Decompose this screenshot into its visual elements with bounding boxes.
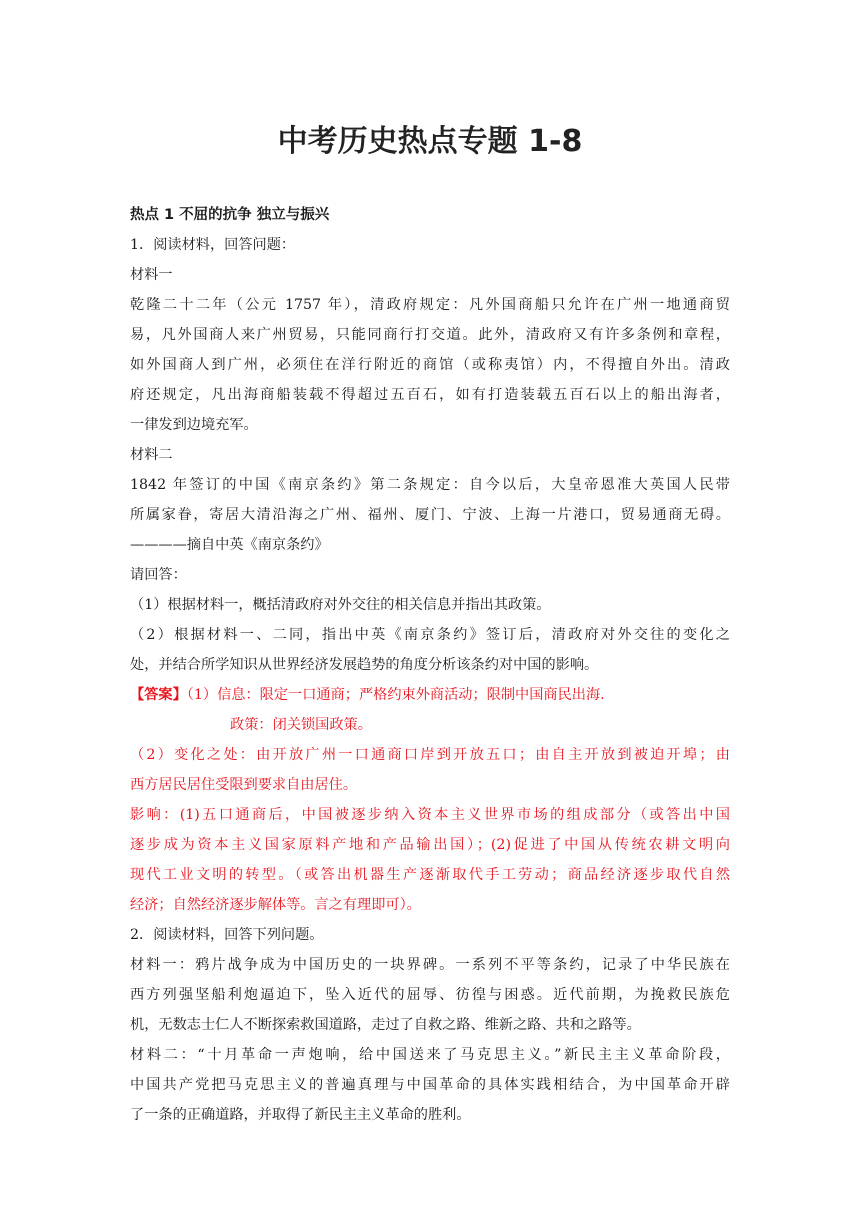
answer-line: 政策：闭关锁国政策。 [230,717,372,733]
material-line: 了一条的正确道路，并取得了新民主主义革命的胜利。 [130,1107,471,1123]
page-title: 中考历史热点专题 1-8 [277,124,583,159]
answer-line: 西方居民居住受限到要求自由居住。 [130,777,358,793]
answer-line [130,680,730,710]
material-line: 一律发到边境充军。 [130,417,258,433]
material-line: 府还规定，凡出海商船装载不得超过五百石，如有打造装载五百石以上的船出海者， [130,387,730,403]
sub-question: （1）根据材料一，概括清政府对外交往的相关信息并指出其政策。 [130,597,551,613]
answer-line: 逐步成为资本主义国家原料产地和产品输出国）；(2)促进了中国从传统农耕文明向 [130,837,730,853]
answer-line: （2）变化之处：由开放广州一口通商口岸到开放五口；由自主开放到被迫开埠；由 [130,747,730,763]
material-line: 西方列强坚船利炮逼迫下，坠入近代的屈辱、彷徨与困惑。近代前期，为挽救民族危 [130,987,730,1003]
material-line: 所属家眷，寄居大清沿海之广州、福州、厦门、宁波、上海一片港口，贸易通商无碍。 [130,507,730,523]
material-line: 机，无数志士仁人不断探索救国道路，走过了自救之路、维新之路、共和之路等。 [130,1017,641,1033]
material-source: ————摘自中英《南京条约》 [130,537,329,553]
answer-line: 经济；自然经济逐步解体等。言之有理即可）。 [130,897,421,913]
material-line: 乾隆二十二年（公元 1757 年），清政府规定：凡外国商船只允许在广州一地通商贸 [130,297,730,313]
answer-text: （1）信息：限定一口通商；严格约束外商活动；限制中国商民出海. [186,687,605,703]
sub-question: （2）根据材料一、二同，指出中英《南京条约》签订后，清政府对外交往的变化之 [130,627,730,643]
material-label: 材料二 [130,447,173,463]
ask-label: 请回答： [130,567,187,583]
question-prompt: 2．阅读材料，回答下列问题。 [130,927,324,943]
material-line: 中国共产党把马克思主义的普遍真理与中国革命的具体实践相结合，为中国革命开辟 [130,1077,730,1093]
material-line: 材料二：“十月革命一声炮响，给中国送来了马克思主义。”新民主主义革命阶段， [130,1047,730,1063]
answer-line: 影响：(1)五口通商后，中国被逐步纳入资本主义世界市场的组成部分（或答出中国 [130,807,730,823]
answer-tag: 【答案】 [130,687,187,703]
material-label: 材料一 [130,267,173,283]
material-line: 1842 年签订的中国《南京条约》第二条规定：自今以后，大皇帝恩准大英国人民带 [130,477,730,493]
section-heading: 热点 1 不屈的抗争 独立与振兴 [130,207,330,223]
material-line: 易，凡外国商人来广州贸易，只能同商行打交道。此外，清政府又有许多条例和章程， [130,327,730,343]
sub-question: 处，并结合所学知识从世界经济发展趋势的角度分析该条约对中国的影响。 [130,657,599,673]
material-line: 材料一：鸦片战争成为中国历史的一块界碑。一系列不平等条约，记录了中华民族在 [130,957,730,973]
document-body [130,200,730,1130]
question-prompt: 1．阅读材料，回答问题： [130,237,296,253]
answer-line: 现代工业文明的转型。（或答出机器生产逐渐取代手工劳动；商品经济逐步取代自然 [130,867,730,883]
material-line: 如外国商人到广州，必须住在洋行附近的商馆（或称夷馆）内，不得擅自外出。清政 [130,357,730,373]
